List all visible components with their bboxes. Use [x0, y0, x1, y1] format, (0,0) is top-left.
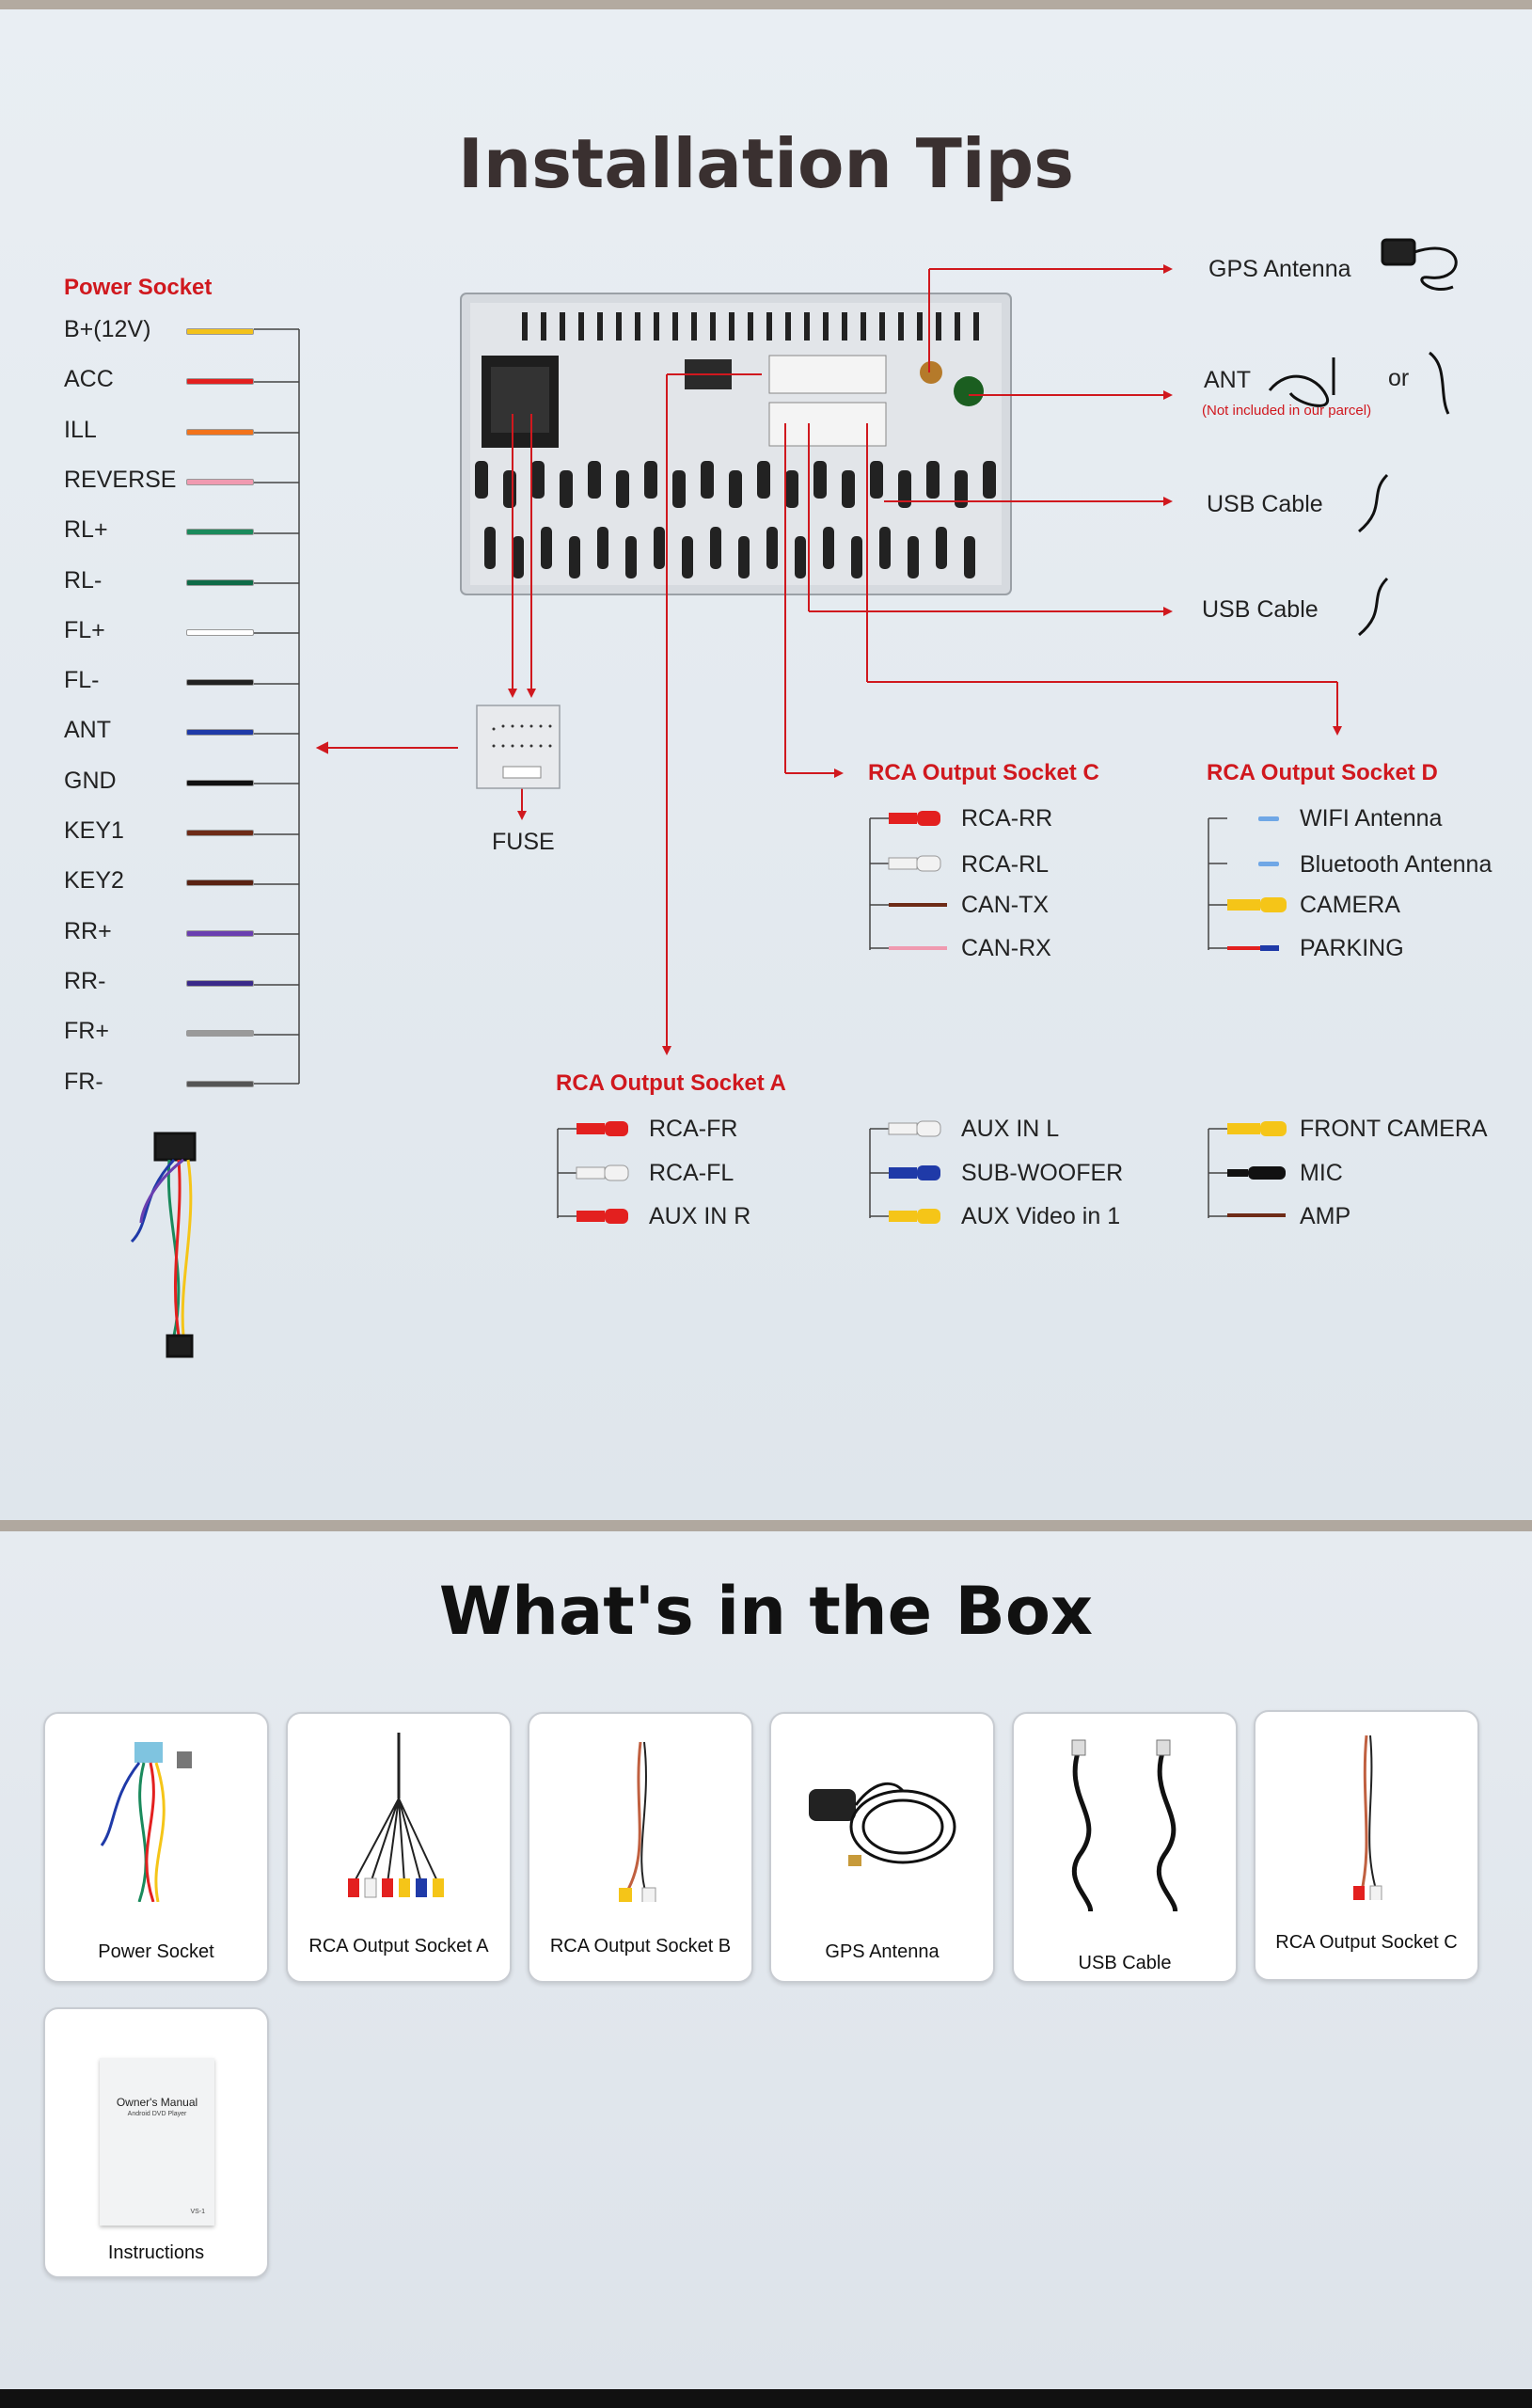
box-item-rca-socket-b: [528, 1712, 753, 1983]
power-pin-label: FR-: [64, 1068, 103, 1095]
socket-a-item: RCA-FR: [649, 1116, 738, 1142]
harness-icon: [132, 1133, 195, 1356]
box-item-label: USB Cable: [1078, 1953, 1172, 1973]
socket-b-item: AUX IN L: [961, 1116, 1060, 1142]
ant-label: ANT: [1204, 367, 1251, 393]
usb-cable-label-1: USB Cable: [1207, 491, 1323, 517]
rca-socket-c-image: [1256, 1712, 1477, 1900]
power-pin-label: REVERSE: [64, 466, 177, 493]
power-socket-bracket: [254, 329, 299, 1084]
box-item-label: Instructions: [107, 2242, 205, 2263]
power-pin-wire: [186, 729, 254, 736]
socket-c-item: CAN-TX: [961, 892, 1050, 918]
manual-code: VS-1: [190, 2209, 205, 2215]
manual-title: Owner's Manual: [116, 2096, 198, 2109]
socket-a-item: RCA-FL: [649, 1160, 734, 1186]
power-socket-heading: Power Socket: [64, 275, 213, 300]
gps-antenna-label: GPS Antenna: [1208, 256, 1351, 282]
accessory-icons: [1270, 240, 1456, 635]
power-pin-label: FL-: [64, 667, 100, 694]
power-pin-label: RR-: [64, 967, 106, 994]
gps-antenna-image: [771, 1714, 993, 1902]
socket-a-heading: RCA Output Socket A: [556, 1070, 786, 1096]
manual-subtitle: Android DVD Player: [127, 2111, 187, 2117]
power-pin-wire: [186, 930, 254, 937]
or-label: or: [1388, 365, 1410, 391]
bottom-border: [0, 2389, 1532, 2408]
box-item-label: RCA Output Socket B: [549, 1936, 732, 1956]
socket-e-item: MIC: [1300, 1160, 1343, 1186]
power-pin-wire: [186, 429, 254, 436]
rca-socket-a-image: [288, 1714, 510, 1902]
power-pin-label: RR+: [64, 917, 112, 944]
power-pin-wire: [186, 378, 254, 385]
socket-d-item: WIFI Antenna: [1300, 805, 1443, 832]
socket-brackets: [558, 818, 1227, 1218]
socket-c-item: CAN-RX: [961, 935, 1051, 961]
power-pin-wire: [186, 830, 254, 836]
power-pin-label: FL+: [64, 616, 105, 643]
socket-d-item: PARKING: [1300, 935, 1404, 961]
power-pin-label: ILL: [64, 416, 97, 443]
socket-e-item: AMP: [1300, 1203, 1351, 1229]
power-socket-image: [45, 1714, 267, 1902]
socket-c-item: RCA-RR: [961, 805, 1053, 832]
box-item-label: RCA Output Socket C: [1275, 1932, 1458, 1953]
box-item-gps-antenna: [769, 1712, 995, 1983]
power-pin-label: B+(12V): [64, 316, 151, 342]
box-item-label: Power Socket: [98, 1941, 214, 1962]
power-pin-wire: [186, 780, 254, 786]
power-pin-label: ANT: [64, 717, 111, 744]
box-item-instructions: [43, 2007, 269, 2278]
power-pin-wire: [186, 1081, 254, 1087]
box-title: What's in the Box: [438, 1573, 1094, 1650]
power-pin-wire: [186, 579, 254, 586]
power-pin-wire: [186, 629, 254, 636]
socket-a-item: AUX IN R: [649, 1203, 751, 1229]
socket-e-item: FRONT CAMERA: [1300, 1116, 1488, 1142]
power-pin-label: GND: [64, 767, 117, 794]
socket-d-item: Bluetooth Antenna: [1300, 851, 1493, 878]
usb-cable-image: [1014, 1714, 1236, 1911]
socket-c-item: RCA-RL: [961, 851, 1050, 878]
power-pin-wire: [186, 1030, 254, 1037]
box-item-label: RCA Output Socket A: [308, 1936, 489, 1956]
box-item-usb-cable: [1012, 1712, 1238, 1983]
box-item-rca-socket-a: [286, 1712, 512, 1983]
socket-d-item: CAMERA: [1300, 892, 1400, 918]
power-pin-label: KEY1: [64, 817, 124, 844]
installation-title: Installation Tips: [458, 124, 1074, 203]
power-pin-wire: [186, 679, 254, 686]
usb-cable-label-2: USB Cable: [1202, 596, 1319, 623]
box-item-power-socket: [43, 1712, 269, 1983]
rca-socket-b-image: [529, 1714, 751, 1902]
socket-b-item: AUX Video in 1: [961, 1203, 1121, 1229]
power-pin-label: ACC: [64, 366, 114, 393]
ant-note: (Not included in our parcel): [1202, 403, 1372, 419]
fuse-box: [477, 705, 560, 788]
power-pin-wire: [186, 879, 254, 886]
power-pin-wire: [186, 328, 254, 335]
fuse-label: FUSE: [492, 829, 555, 855]
box-item-label: GPS Antenna: [825, 1941, 940, 1962]
socket-d-heading: RCA Output Socket D: [1207, 760, 1438, 785]
power-pin-label: RL-: [64, 566, 103, 594]
box-item-rca-socket-c: [1254, 1710, 1479, 1981]
section-divider: [0, 1520, 1532, 1531]
socket-c-heading: RCA Output Socket C: [868, 760, 1099, 785]
power-pin-wire: [186, 479, 254, 485]
power-pin-label: KEY2: [64, 867, 124, 895]
socket-b-item: SUB-WOOFER: [961, 1160, 1124, 1186]
manual-image: [100, 2058, 214, 2226]
power-pin-label: FR+: [64, 1018, 109, 1045]
power-pin-wire: [186, 980, 254, 987]
power-pin-label: RL+: [64, 516, 108, 544]
power-pin-wire: [186, 529, 254, 535]
